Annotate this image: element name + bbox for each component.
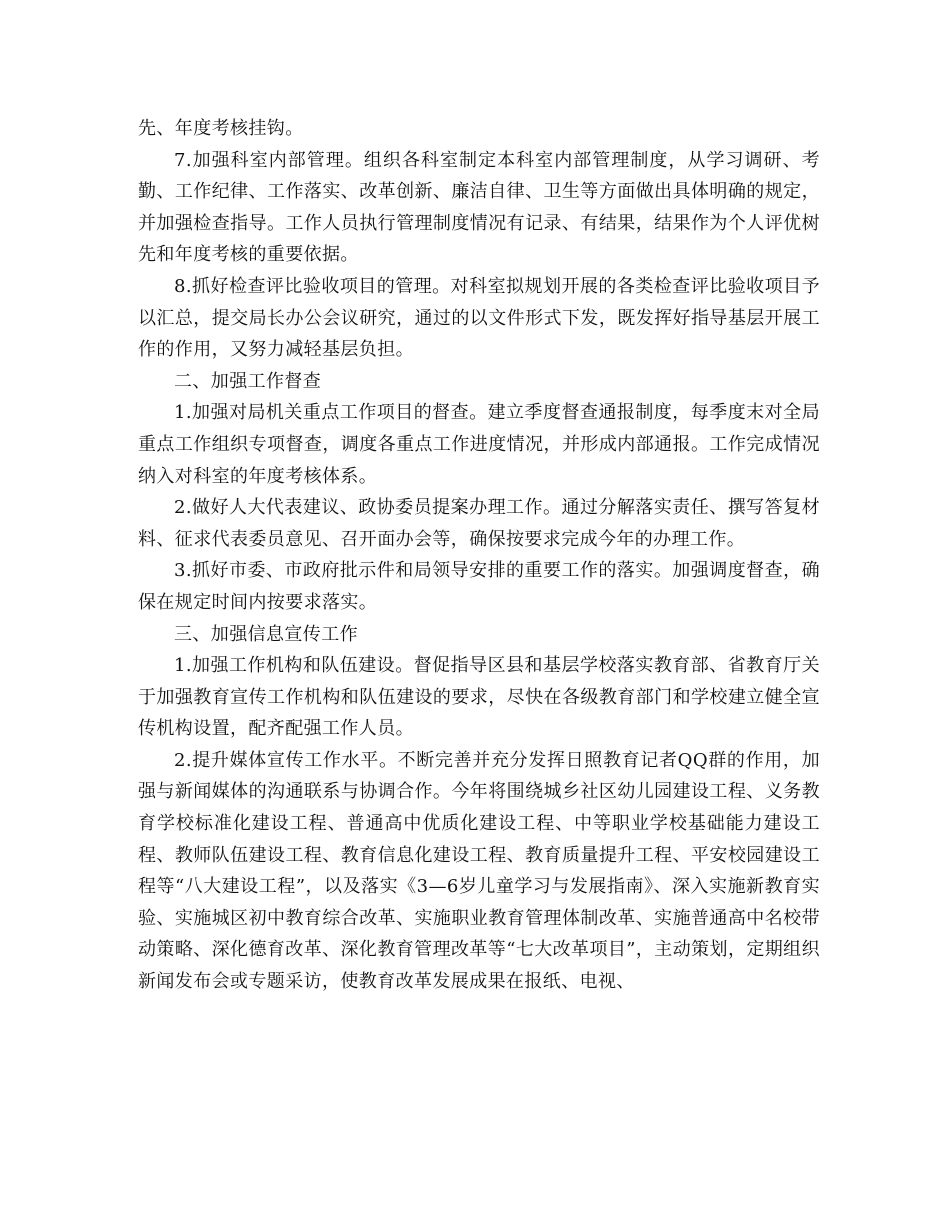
paragraph-continuation: 先、年度考核挂钩。: [138, 118, 304, 139]
document-body: [138, 113, 820, 998]
paragraph-item-1: 1.加强工作机构和队伍建设。督促指导区县和基层学校落实教育部、省教育厅关于加强教育宣传工作机构和队伍建设的要求，尽快在各级教育部门和学校建立健全宣传机构设置，配齐配强工作人员。: [138, 655, 820, 740]
paragraph-item-2: 2.做好人大代表建议、政协委员提案办理工作。通过分解落实责任、撰写答复材料、征求代表委员意见、召开面办会等，确保按要求完成今年的办理工作。: [138, 497, 820, 550]
paragraph-item-3: 3.抓好市委、市政府批示件和局领导安排的重要工作的落实。加强调度督查，确保在规定时间内按要求落实。: [138, 560, 820, 613]
section-heading-2: 二、加强工作督查: [174, 370, 322, 392]
paragraph-item-2: 2.提升媒体宣传工作水平。不断完善并充分发挥日照教育记者QQ群的作用，加强与新闻媒体的沟通联系与协调合作。今年将围绕城乡社区幼儿园建设工程、义务教育学校标准化建设工程、普通高中优质化建设工程、中等职业学校基础能力建设工程、教师队伍建设工程、教育信息化建设工程、教育质量提升工程、平安校园建设工程等“八大建设工程”，以及落实《3—6岁儿童学习与发展指南》、深入实施新教育实验、实施城区初中教育综合改革、实施职业教育管理体制改革、实施普通高中名校带动策略、深化德育改革、深化教育管理改革等“七大改革项目”，主动策划，定期组织新闻发布会或专题采访，使教育改革发展成果在报纸、电视、: [138, 749, 820, 993]
paragraph-item-8: 8.抓好检查评比验收项目的管理。对科室拟规划开展的各类检查评比验收项目予以汇总，提交局长办公会议研究，通过的以文件形式下发，既发挥好指导基层开展工作的作用，又努力减轻基层负担。: [138, 275, 820, 361]
paragraph-item-1: 1.加强对局机关重点工作项目的督查。建立季度督查通报制度，每季度末对全局重点工作组织专项督查，调度各重点工作进度情况，并形成内部通报。工作完成情况纳入对科室的年度考核体系。: [138, 402, 820, 487]
section-heading-3: 三、加强信息宣传工作: [174, 623, 358, 645]
paragraph-item-7: 7.加强科室内部管理。组织各科室制定本科室内部管理制度，从学习调研、考勤、工作纪律、工作落实、改革创新、廉洁自律、卫生等方面做出具体明确的规定，并加强检查指导。工作人员执行管理制度情况有记录、有结果，结果作为个人评优树先和年度考核的重要依据。: [138, 149, 820, 266]
